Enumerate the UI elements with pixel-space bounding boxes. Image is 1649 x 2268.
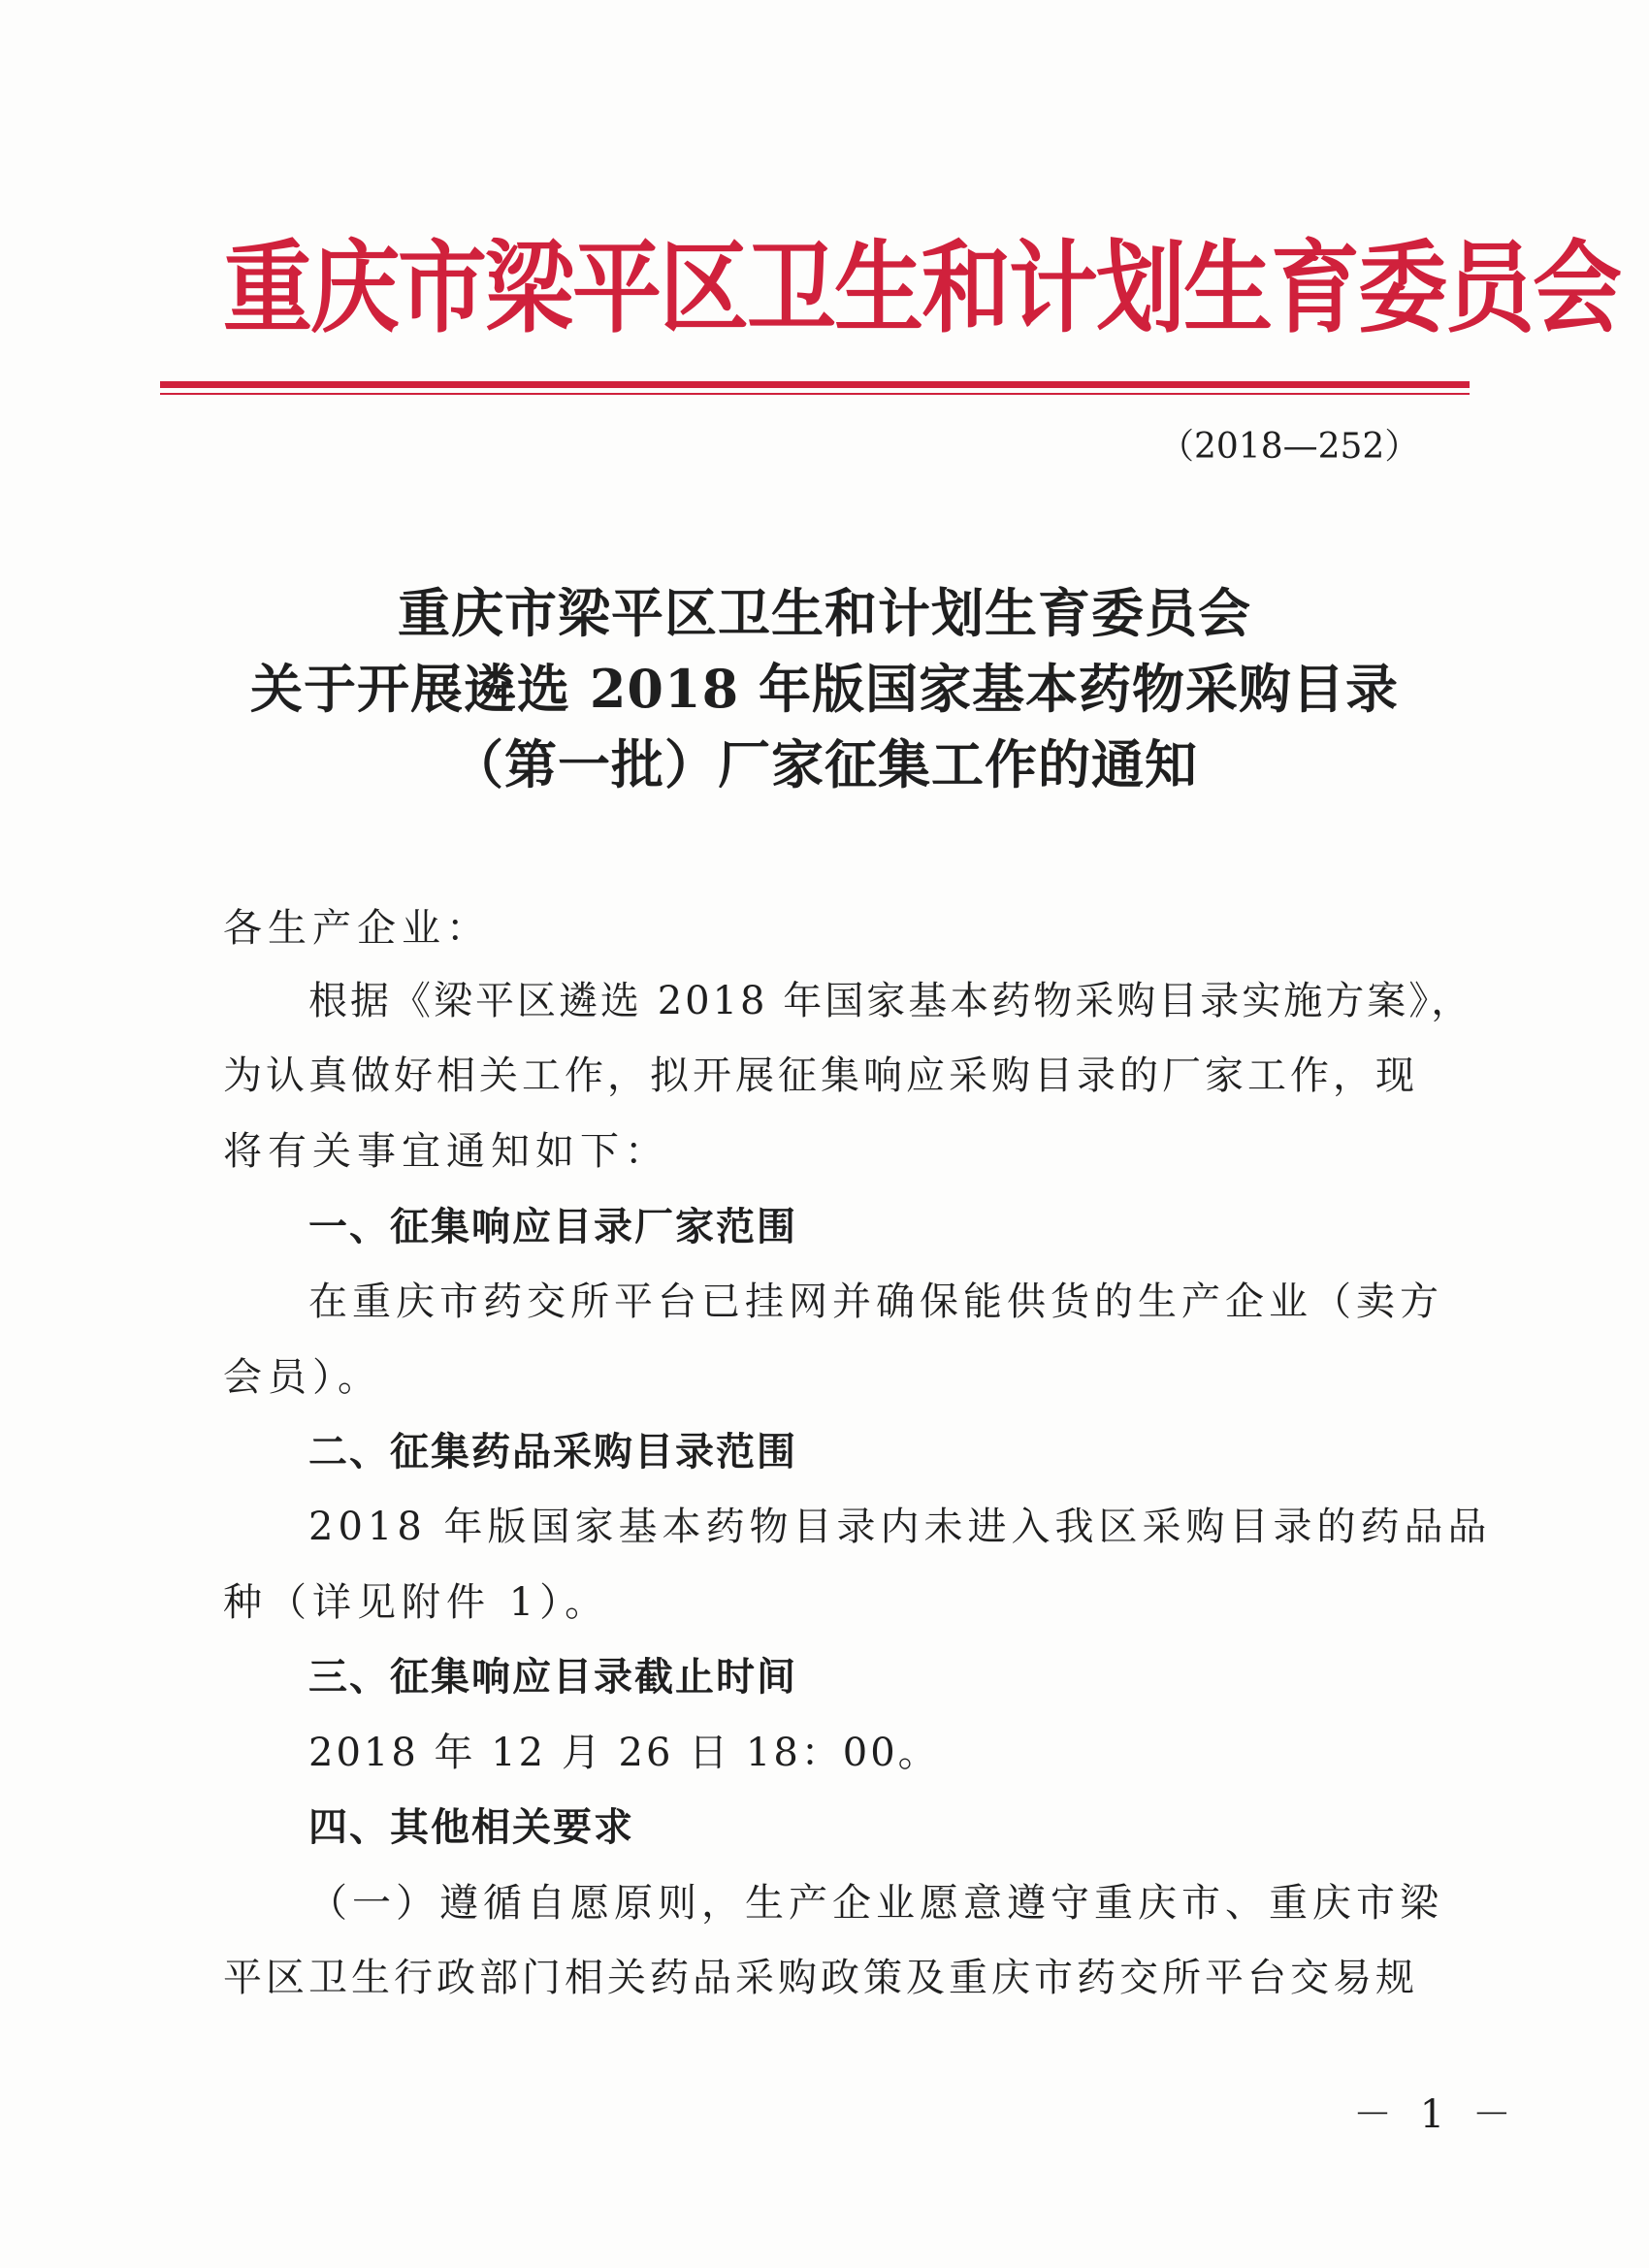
section-2-text-line-1: 2018 年版国家基本药物目录内未进入我区采购目录的药品品 [308, 1505, 1492, 1549]
organization-letterhead: 重庆市梁平区卫生和计划生育委员会 [223, 230, 1621, 347]
section-2-heading: 二、征集药品采购目录范围 [308, 1430, 797, 1474]
section-4-heading: 四、其他相关要求 [308, 1805, 634, 1850]
intro-paragraph-line-2: 为认真做好相关工作，拟开展征集响应采购目录的厂家工作，现 [223, 1053, 1418, 1098]
section-1-text-line-2: 会员）。 [223, 1355, 382, 1400]
section-4-text-line-1: （一）遵循自愿原则，生产企业愿意遵守重庆市、重庆市梁 [308, 1881, 1443, 1926]
section-2-text-line-2: 种（详见附件 1）。 [223, 1580, 610, 1625]
red-divider-rule [160, 381, 1470, 388]
red-divider-rule-thin [160, 393, 1470, 395]
salutation: 各生产企业： [223, 906, 491, 951]
section-3-heading: 三、征集响应目录截止时间 [308, 1655, 797, 1700]
intro-paragraph-line-3: 将有关事宜通知如下： [223, 1129, 669, 1174]
intro-paragraph-line-1: 根据《梁平区遴选 2018 年国家基本药物采购目录实施方案》， [308, 979, 1473, 1023]
section-1-heading: 一、征集响应目录厂家范围 [308, 1205, 797, 1249]
title-line-2: 关于开展遴选 2018 年版国家基本药物采购目录 [250, 658, 1399, 720]
section-1-text-line-1: 在重庆市药交所平台已挂网并确保能供货的生产企业（卖方 [308, 1280, 1443, 1324]
page-number: － 1 － [1353, 2092, 1519, 2137]
title-line-3: （第一批）厂家征集工作的通知 [451, 733, 1198, 795]
title-line-1: 重庆市梁平区卫生和计划生育委员会 [398, 582, 1251, 644]
section-4-text-line-2: 平区卫生行政部门相关药品采购政策及重庆市药交所平台交易规 [223, 1956, 1418, 2000]
section-3-text-line-1: 2018 年 12 月 26 日 18：00。 [308, 1731, 940, 1775]
document-number: （2018—252） [1159, 427, 1420, 467]
